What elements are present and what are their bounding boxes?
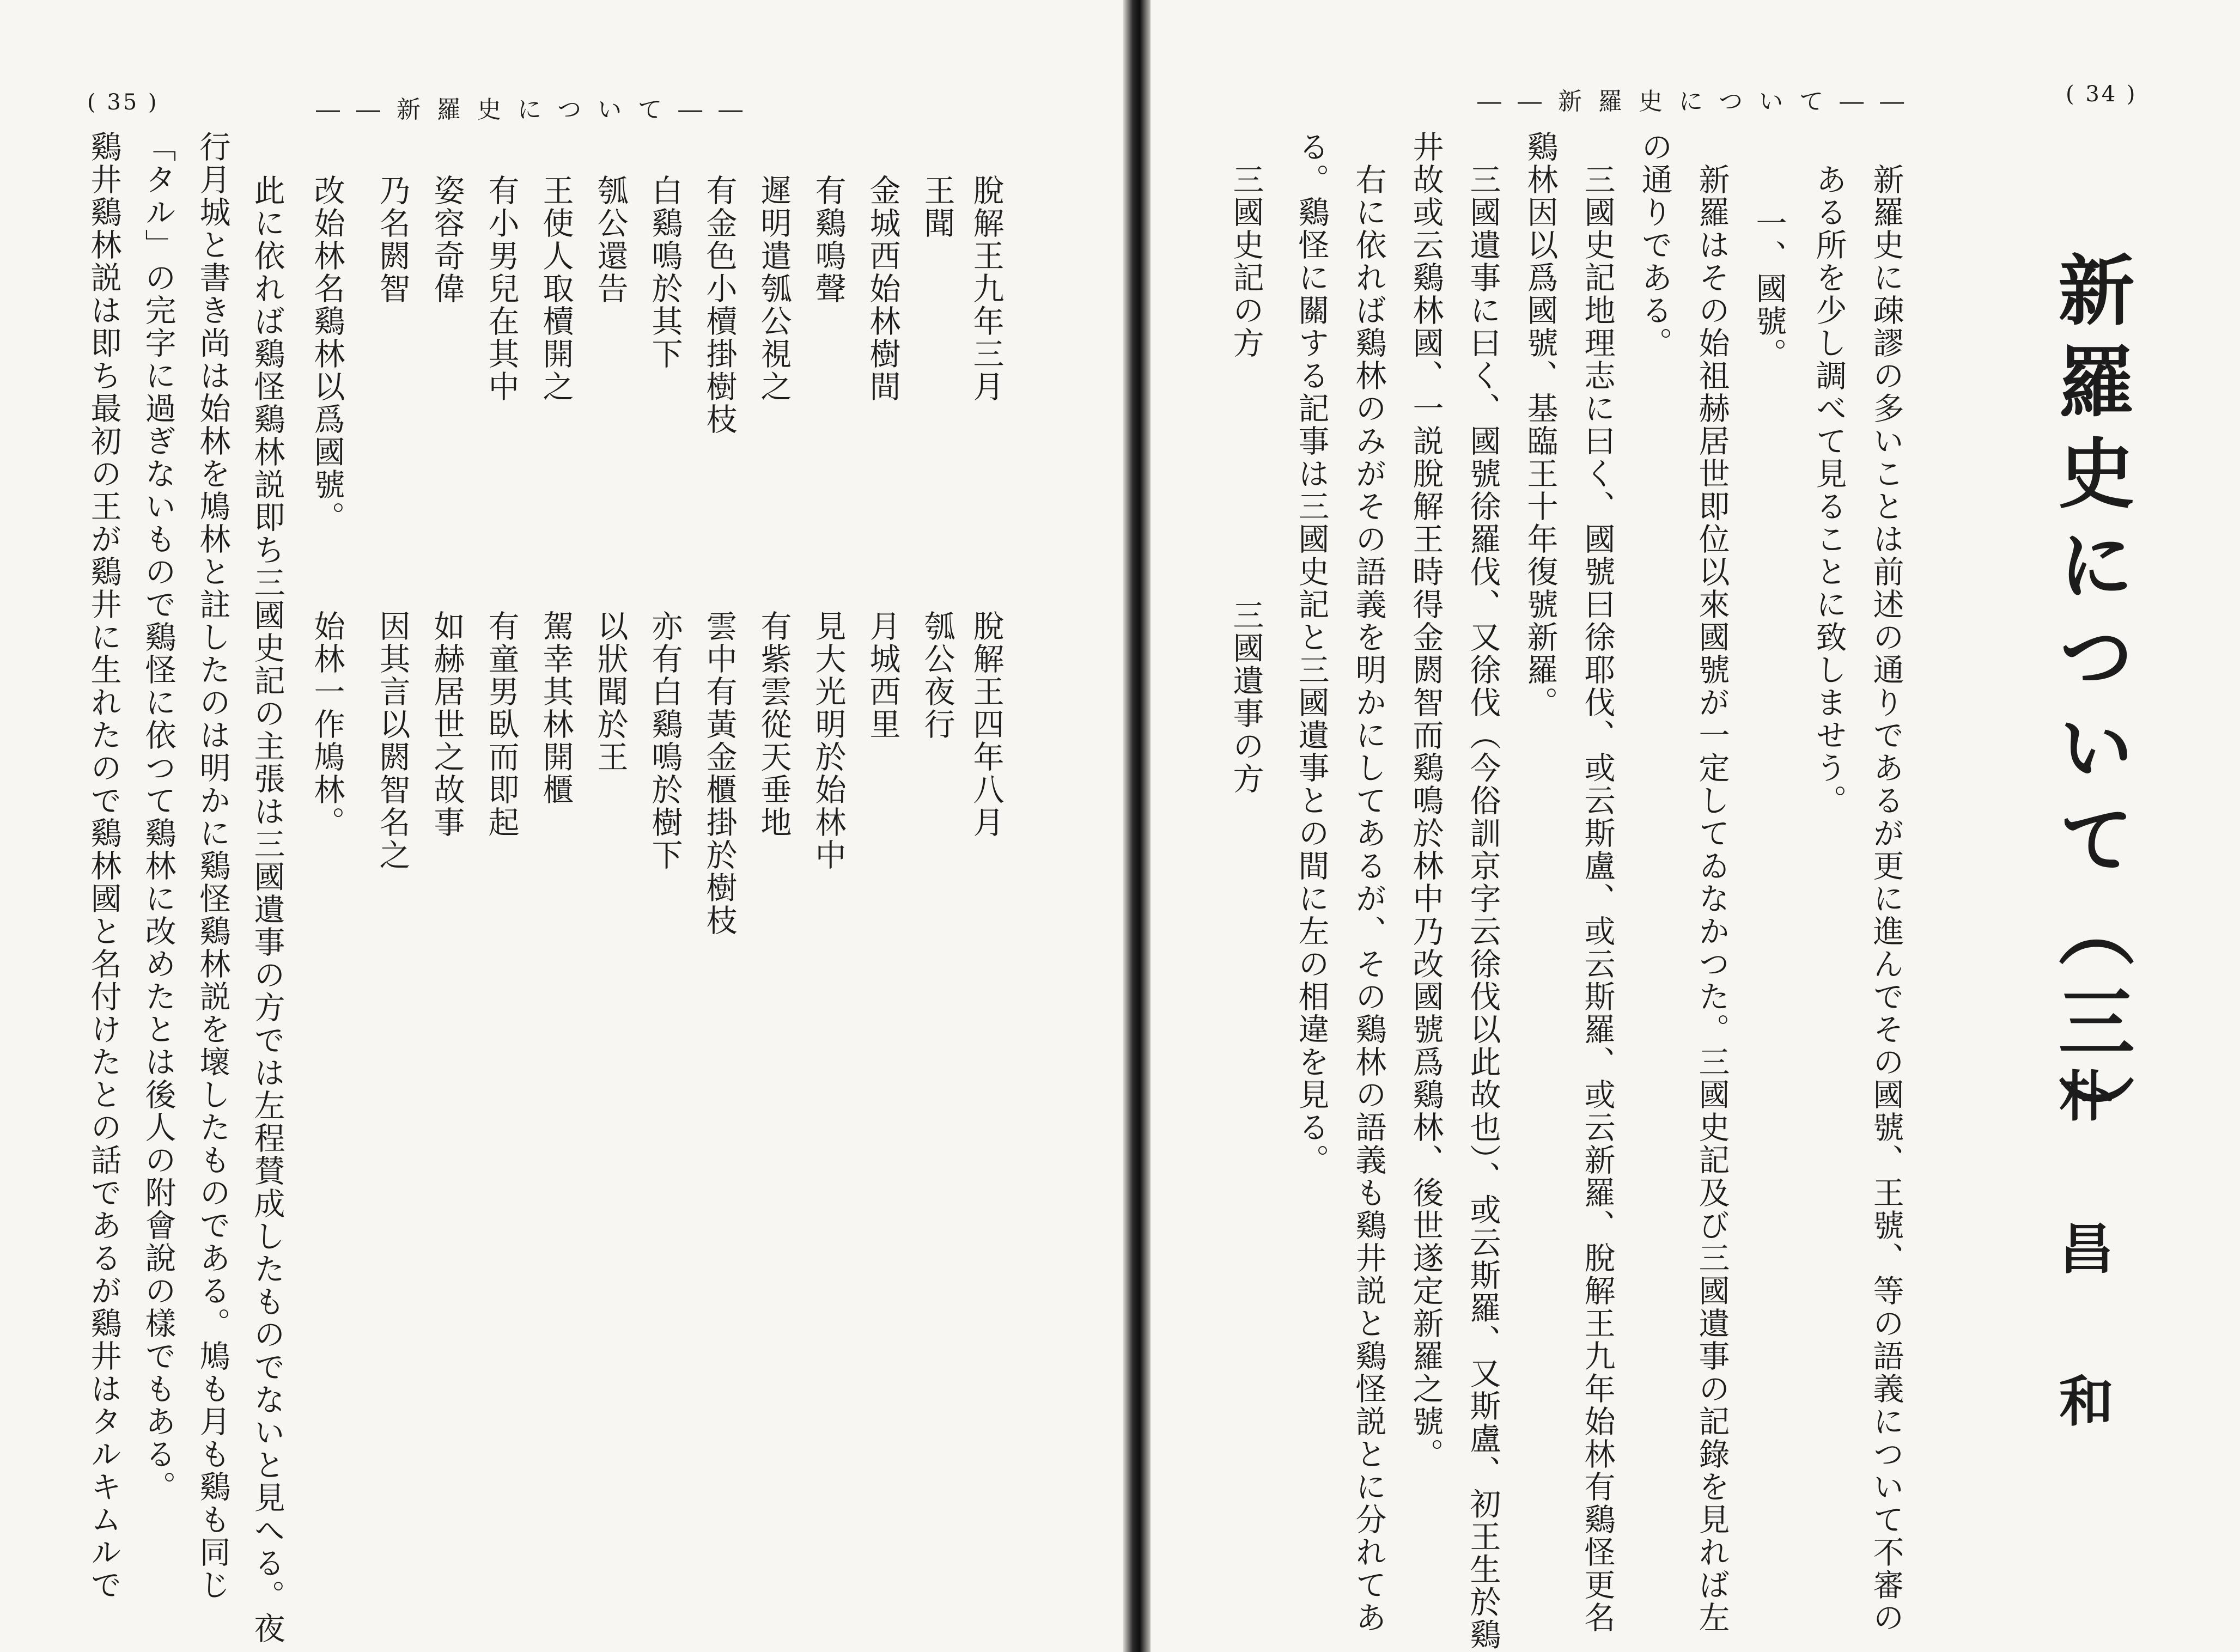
- book-gutter: [1123, 0, 1151, 1652]
- article-title: 新羅史について（三）: [2046, 251, 2135, 1166]
- text-column: 鷄林因以爲國號、基臨王十年復號新羅。: [1522, 131, 1558, 719]
- quote-line: 亦有白鷄鳴於樹下: [647, 610, 683, 871]
- quote-note: 始林一作鳩林。: [309, 610, 345, 839]
- quote-line: 王聞: [919, 174, 955, 240]
- quote-line: 雲中有黃金櫃掛於樹枝: [701, 610, 737, 937]
- text-column: 新羅はその始祖赫居世即位以來國號が一定してゐなかつた。三國史記及び三國遺事の記錄を見れば左: [1694, 163, 1730, 1634]
- text-column: ある所を少し調べて見ることに致しませう。: [1811, 163, 1847, 817]
- text-column: る。鷄怪に關する記事は三國史記と三國遺事との間に左の相違を見る。: [1293, 131, 1329, 1176]
- quote-line: 有童男臥而即起: [483, 610, 519, 839]
- quote-line: 白鷄鳴於其下: [647, 174, 683, 370]
- text-column: 「タル」の完字に過ぎないもので鷄怪に依つて鷄林に改めたとは後人の附會說の樣でもある。: [140, 131, 176, 1503]
- text-column: の通りである。: [1636, 131, 1672, 359]
- author-name: 朴昌和: [2050, 1068, 2114, 1525]
- quote-line: 瓠公夜行: [919, 610, 955, 741]
- running-header: ――新羅史について――: [316, 96, 759, 124]
- text-column: 鷄井鷄林説は即ち最初の王が鷄井に生れたので鷄林國と名付けたとの話であるが鷄井はタルキムルで: [86, 131, 121, 1601]
- quote-line: 金城西始林樹間: [865, 174, 900, 403]
- text-column: 三國史記地理志に曰く、國號曰徐耶伐、或云斯盧、或云斯羅、或云新羅、脫解王九年始林有鷄怪更名: [1579, 163, 1615, 1634]
- text-column: 井故或云鷄林國、一説脫解王時得金閼智而鷄鳴於林中乃改國號爲鷄林、後世遂定新羅之號。: [1408, 131, 1444, 1471]
- quote-line: 月城西里: [865, 610, 900, 741]
- quote-line: 遲明遣瓠公視之: [756, 174, 792, 403]
- quote-line: 姿容奇偉: [429, 174, 465, 305]
- quote-line: 有小男兒在其中: [483, 174, 519, 403]
- source-heading: 三國遺事の方: [1228, 599, 1264, 795]
- quote-line: 因其言以閼智名之: [374, 610, 410, 871]
- source-heading: 三國史記の方: [1228, 163, 1264, 359]
- quote-line: 以狀聞於王: [592, 610, 628, 773]
- quote-line: 脫解王九年三月: [968, 174, 1004, 403]
- text-column: 行月城と書き尚は始林を鳩林と註したのは明かに鷄怪鷄林説を壞したものである。鳩も月も鷄も同じ: [194, 131, 230, 1601]
- quote-line: 乃名閼智: [374, 174, 410, 305]
- quote-line: 改始林名鷄林以爲國號。: [309, 174, 345, 534]
- quote-line: 有鷄鳴聲: [810, 174, 846, 305]
- quote-line: 瓠公還告: [592, 174, 628, 305]
- quote-line: 脫解王四年八月: [968, 610, 1004, 839]
- running-header: ――新羅史について――: [1477, 88, 1921, 115]
- quote-line: 如赫居世之故事: [429, 610, 465, 839]
- page-34: [1151, 0, 2240, 1652]
- text-column: 右に依れば鷄林のみがその語義を明かにしてあるが、その鷄林の語義も鷄井説と鷄怪説とに分れてあ: [1350, 163, 1386, 1634]
- quote-line: 王使人取櫝開之: [538, 174, 574, 403]
- quote-line: 駕幸其林開櫃: [538, 610, 574, 806]
- text-column: 三國遺事に曰く、國號徐羅伐、又徐伐（今俗訓京字云徐伐以此故也）、或云斯羅、又斯盧、初王生於鷄: [1465, 163, 1501, 1651]
- page-number: ( 34 ): [2066, 82, 2138, 107]
- quote-line: 見大光明於始林中: [810, 610, 846, 871]
- text-column: 新羅史に疎謬の多いことは前述の通りであるが更に進んでその國號、王號、等の語義について不審の: [1868, 163, 1904, 1634]
- quote-line: 有紫雲從天垂地: [756, 610, 792, 839]
- page-number: ( 35 ): [87, 90, 159, 115]
- text-column: 一、國號。: [1751, 207, 1787, 370]
- text-column: 此に依れば鷄怪鷄林説即ち三國史記の主張は三國遺事の方では左程賛成したものでないと見へる。夜: [249, 174, 285, 1645]
- quote-line: 有金色小櫝掛樹枝: [701, 174, 737, 436]
